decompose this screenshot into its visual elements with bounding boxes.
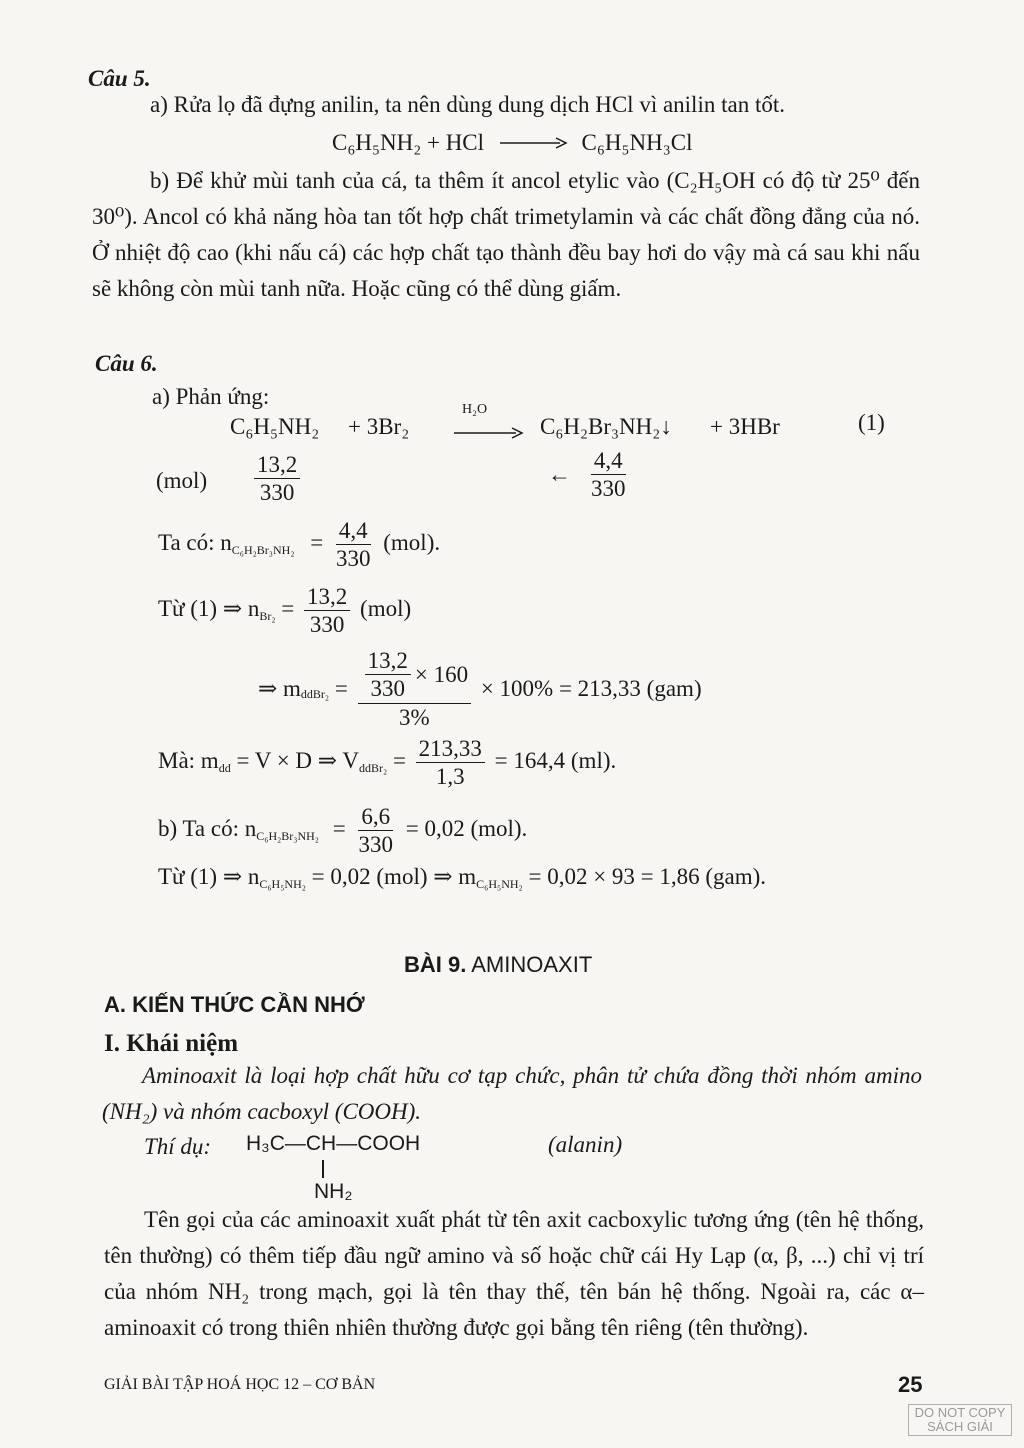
- fraction-denominator: 330: [259, 480, 295, 506]
- calc-text: b) Ta có: n: [158, 816, 257, 842]
- eq-rhs: C₆H₅NH₃Cl: [581, 130, 693, 155]
- subscript: C₆H₂Br₃NH₂: [256, 829, 319, 844]
- mol-label: (mol): [156, 468, 208, 493]
- calc-text: Từ (1) ⇒ n: [158, 864, 260, 889]
- fraction-denominator: 330: [370, 676, 405, 702]
- calc-text: × 100% = 213,33 (gam): [480, 675, 702, 701]
- fraction-denominator: 1,3: [435, 764, 465, 790]
- subscript: C₆H₂Br₃NH₂: [231, 543, 295, 558]
- cau6-a-label: a) Phản ứng:: [152, 384, 270, 409]
- cau6-title: Câu 6.: [95, 351, 158, 376]
- formula-main: H₃C—CH—COOH: [246, 1132, 421, 1155]
- fraction-numerator: 13,2: [365, 648, 411, 675]
- formula-branch: NH₂: [314, 1180, 353, 1203]
- left-arrow-icon: ←: [548, 462, 571, 487]
- fraction-numerator: 6,6: [358, 804, 393, 831]
- subscript: ddBr₂: [300, 687, 330, 702]
- stamp-text: DO NOT COPY: [914, 1405, 1006, 1420]
- reaction-condition: H₂O: [462, 402, 488, 417]
- subscript: C₆H₅NH₂: [476, 877, 523, 891]
- calc-text: = 0,02 (mol) ⇒ m: [305, 864, 477, 889]
- calc-line-5: [158, 804, 527, 858]
- calc-line-3: [258, 648, 702, 730]
- subscript: ddBr₂: [359, 761, 388, 776]
- fraction-numerator: 213,33: [416, 736, 485, 763]
- copyright-stamp: [908, 1404, 1012, 1436]
- equals: =: [310, 530, 324, 556]
- section-i-heading: I. Khái niệm: [104, 1030, 239, 1057]
- subscript: Br₂: [259, 609, 276, 624]
- fraction-denominator: 3%: [399, 704, 430, 730]
- calc-line-4: [158, 736, 616, 790]
- calc-text: Ta có: n: [158, 530, 232, 556]
- calc-text: Mà: m: [158, 748, 219, 774]
- fraction-denominator: 330: [309, 612, 345, 638]
- lesson-name: AMINOAXIT: [466, 952, 593, 977]
- compound-fraction: [358, 648, 471, 730]
- stamp-text: SÁCH GIẢI: [927, 1419, 993, 1434]
- calc-text: = 164,4 (ml).: [494, 748, 617, 774]
- calc-text: ⇒ m: [258, 675, 301, 701]
- page-number: 25: [898, 1372, 923, 1397]
- reactant-2: + 3Br₂: [348, 414, 410, 439]
- formula-name: (alanin): [548, 1132, 623, 1157]
- equals: =: [281, 596, 295, 622]
- eq-lhs: C₆H₅NH₂ + HCl: [332, 130, 485, 155]
- equals: =: [392, 748, 406, 774]
- fraction-numerator: 4,4: [336, 518, 371, 545]
- reactant-1: C₆H₅NH₂: [230, 414, 320, 439]
- example-label: Thí dụ:: [144, 1134, 212, 1159]
- calc-text: (mol): [360, 596, 412, 622]
- calc-line-6: [158, 864, 766, 892]
- section-a-heading: A. KIẾN THỨC CẦN NHỚ: [104, 992, 365, 1017]
- naming-paragraph: Tên gọi của các aminoaxit xuất phát từ tên axit cacboxylic tương ứng (tên hệ thống, tên thường) có thêm tiếp đầu ngữ amino và số hoặc chữ cái Hy Lạp (α, β, ...) chỉ vị trí của nhóm NH₂ trong mạch, gọi là tên thay thế, tên bán hệ thống. Ngoài ra, các α–aminoaxit có trong thiên nhiên thường được gọi bằng tên riêng (tên thường).: [104, 1207, 924, 1340]
- calc-text: Từ (1) ⇒ n: [158, 596, 260, 622]
- fraction-numerator: 4,4: [591, 448, 626, 475]
- calc-text: × 160: [414, 662, 469, 688]
- lesson-title: [404, 952, 592, 978]
- cau5-b: b) Để khử mùi tanh của cá, ta thêm ít ancol etylic vào (C₂H₅OH có độ từ 25⁰ đến 30⁰). Ancol có khả năng hòa tan tốt hợp chất trimetylamin và các chất đồng đẳng của nó. Ở nhiệt độ cao (khi nấu cá) các hợp chất tạo thành đều bay hơi do vậy mà cá sau khi nấu sẽ không còn mùi tanh nữa. Hoặc cũng có thể dùng giấm.: [92, 168, 920, 301]
- product-2: + 3HBr: [710, 414, 780, 439]
- lesson-number: BÀI 9.: [404, 952, 467, 977]
- arrow-icon: [452, 420, 524, 446]
- mol-right-fraction: [584, 448, 633, 502]
- calc-text: = V × D ⇒ V: [230, 748, 359, 774]
- mol-left-fraction: [250, 452, 304, 506]
- cau5-a: a) Rửa lọ đã đựng anilin, ta nên dùng dung dịch HCl vì anilin tan tốt.: [150, 92, 785, 117]
- reaction-number: (1): [858, 410, 885, 435]
- fraction-denominator: 330: [591, 476, 626, 502]
- equals: =: [332, 816, 346, 842]
- calc-text: (mol).: [383, 530, 441, 556]
- subscript: C₆H₅NH₂: [259, 877, 306, 891]
- calc-line-2: [158, 584, 411, 638]
- fraction-denominator: 330: [358, 832, 393, 858]
- arrow-icon: [498, 130, 568, 156]
- cau5-equation: [332, 130, 693, 156]
- fraction-numerator: 13,2: [304, 584, 350, 611]
- cau5-title: Câu 5.: [88, 66, 151, 91]
- calc-text: = 0,02 × 93 = 1,86 (gam).: [522, 864, 767, 889]
- product-1: C₆H₂Br₃NH₂↓: [540, 414, 672, 439]
- calc-line-1: [158, 518, 440, 572]
- definition: Aminoaxit là loại hợp chất hữu cơ tạp chức, phân tử chứa đồng thời nhóm amino (NH₂) và nhóm cacboxyl (COOH).: [102, 1063, 922, 1124]
- subscript: dd: [218, 761, 231, 776]
- fraction-denominator: 330: [336, 546, 371, 572]
- formula-bond: [322, 1160, 324, 1178]
- equals: =: [334, 675, 348, 701]
- calc-text: = 0,02 (mol).: [405, 816, 528, 842]
- fraction-numerator: 13,2: [254, 452, 300, 479]
- book-title: GIẢI BÀI TẬP HOÁ HỌC 12 – CƠ BẢN: [104, 1376, 376, 1393]
